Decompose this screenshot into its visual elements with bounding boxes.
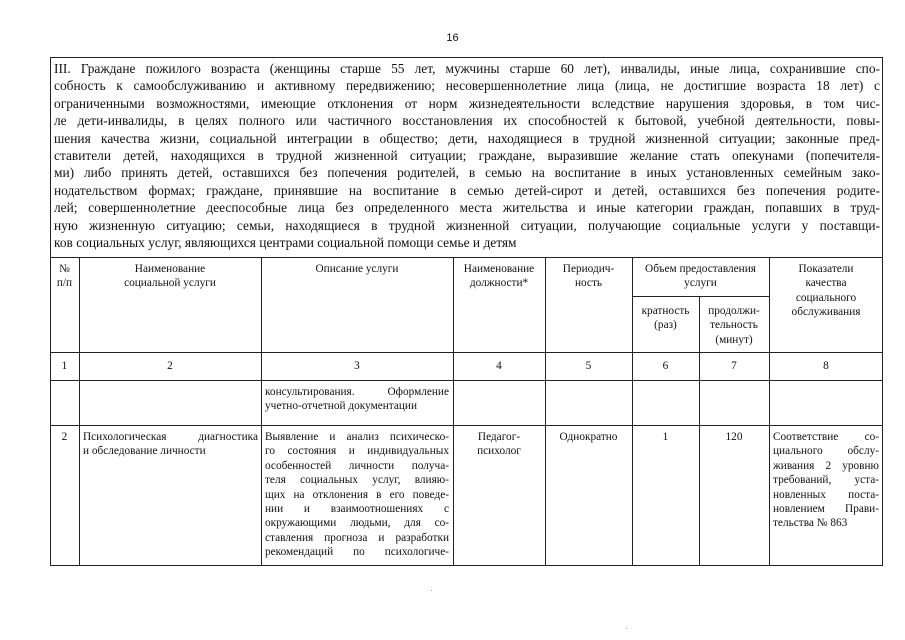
section-heading <box>54 60 880 251</box>
column-number: 2 <box>167 360 173 372</box>
scan-speck <box>626 628 627 629</box>
quality-indicators: Соответствие со- циального обслу- живания 2 уровню требований, уста- новленных поста- новлением Прави- тельства № 863 <box>773 431 879 530</box>
table-rule <box>453 257 454 566</box>
section-heading-line: III. Граждане пожилого возраста (женщины старше 55 лет, мужчины старше 60 лет), инвалиды, иные лица, сохранившие спо- <box>54 61 880 76</box>
header-frequency: кратность (раз) <box>641 305 690 332</box>
staff-position: Педагог- психолог <box>477 431 521 458</box>
header-volume: Объем предоставления услуги <box>645 263 756 290</box>
column-number: 7 <box>731 360 737 372</box>
continuation-description: консультирования. Оформление учетно-отчетной документации <box>265 386 449 413</box>
table-rule <box>632 296 769 297</box>
column-number: 5 <box>585 360 592 372</box>
header-description: Описание услуги <box>315 263 399 275</box>
table-rule <box>50 352 883 353</box>
section-heading-line: ную жизненную ситуацию; семьи, находящиеся в трудной жизненной ситуации, получающие социальные услуги у поставщи- <box>54 217 880 233</box>
section-heading-line: собность к самообслуживанию и активному передвижению; несовершеннолетние лица (лица, не достигшие возраста 18 лет) с <box>54 78 880 94</box>
section-heading-line: ставители детей, находящихся в трудной жизненной ситуации; граждане, выразившие желание стать опекунами (попечителя- <box>54 147 880 163</box>
column-number: 3 <box>354 360 360 372</box>
section-heading-line: ков социальных услуг, являющихся центрами социальной помощи семье и детям <box>54 234 517 250</box>
header-position: Наименование должности* <box>463 263 535 290</box>
header-quality-indicators: Показатели качества социального обслуживания <box>791 263 861 319</box>
service-description: Выявление и анализ психическо- го состояния и индивидуальных особенностей личности получа- теля социальных услуг, влияю- щих на отклонения в его поведе- нии и взаимоотношениях с окружающими людьми, для со- ставления прогноза и разработки рекомендаций по психологиче- <box>265 431 449 559</box>
section-heading-line: ми) либо принять детей, оставшихся без попечения родителей, в семью на воспитание в иных установленных семейным зако- <box>54 165 880 181</box>
table-rule <box>545 257 546 566</box>
table-rule <box>50 380 883 381</box>
table-rule <box>79 257 80 566</box>
section-heading-line: ограниченными возможностями, имеющие отклонения от норм жизнедеятельности вследствие нарушения здоровья, в том чис- <box>54 95 880 111</box>
header-duration: продолжи- тельность (минут) <box>708 305 760 346</box>
scan-speck <box>431 590 432 591</box>
section-heading-line: нодательством формах; граждане, принявшие на воспитание в семью детей-сирот и детей, оставшихся без попечения родите- <box>54 182 880 198</box>
page-number: 16 <box>446 32 459 44</box>
service-name: Психологическая диагностика и обследование личности <box>83 431 258 458</box>
table-rule <box>261 257 262 566</box>
header-periodicity: Периодич- ность <box>562 263 615 290</box>
header-number: № п/п <box>56 263 73 290</box>
section-heading-line: лей; совершеннолетние дееспособные лица без определенного места жительства и иные категории граждан, попавших в труд- <box>54 200 880 216</box>
duration-minutes: 120 <box>725 431 743 443</box>
section-heading-line: шения качества жизни, социальной интеграции в общество; дети, находящиеся в трудной жизненной ситуации; законные пред- <box>54 130 880 146</box>
column-number: 4 <box>496 360 502 372</box>
table-rule <box>50 425 883 426</box>
periodicity: Однократно <box>559 431 618 443</box>
table-rule <box>50 257 883 258</box>
header-service-name: Наименование социальной услуги <box>124 263 216 290</box>
column-number: 6 <box>662 360 669 372</box>
row-number: 2 <box>61 431 68 443</box>
column-number: 8 <box>823 360 829 372</box>
section-heading-line: ле дети-инвалиды, в целях полного или частичного восстановления их способностей к бытовой, учебной деятельности, повы- <box>54 113 880 129</box>
frequency: 1 <box>662 431 669 443</box>
column-number: 1 <box>61 360 68 372</box>
